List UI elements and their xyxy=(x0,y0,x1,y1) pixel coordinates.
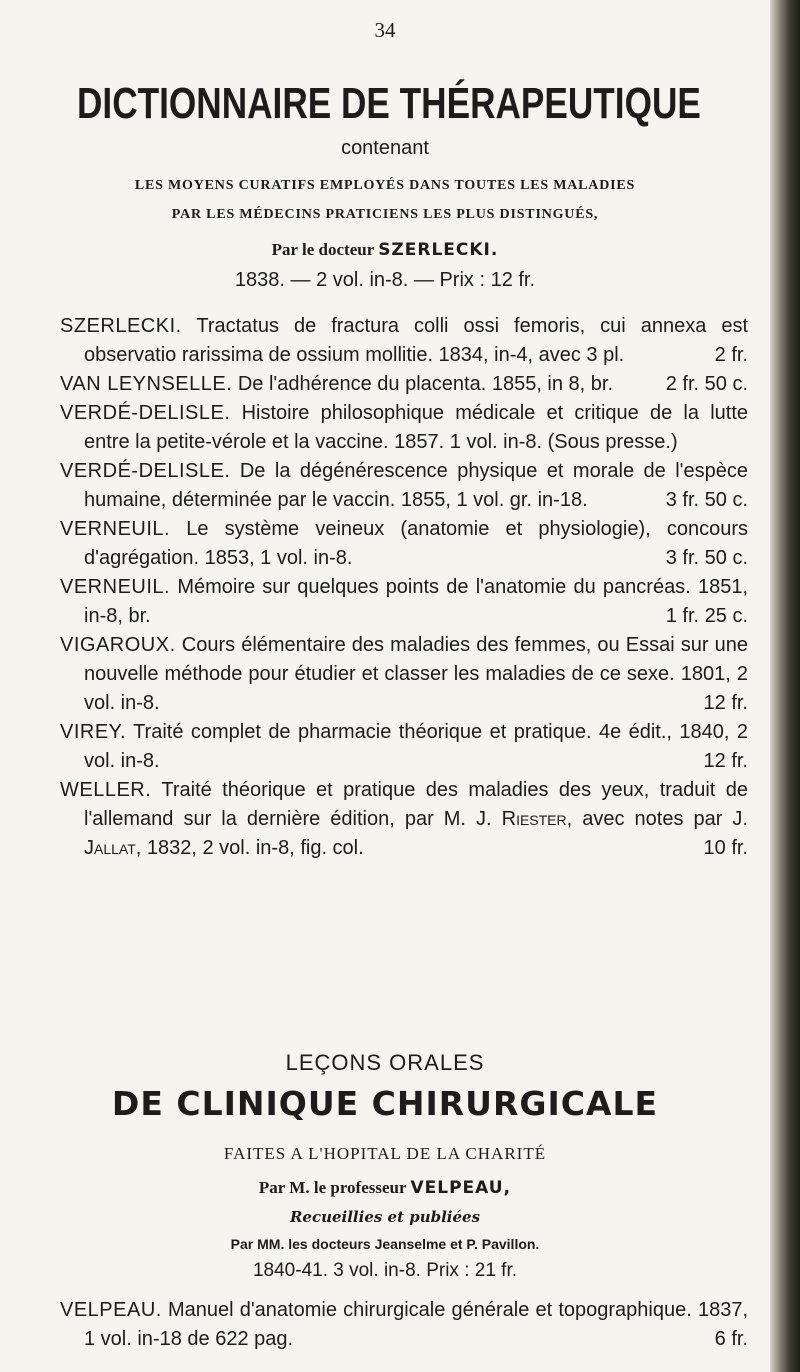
entry-price: 6 fr. xyxy=(714,1328,748,1350)
entry-author: WELLER. xyxy=(60,779,152,801)
entry-author: VIREY. xyxy=(60,721,126,743)
entry-author: VAN LEYNSELLE. xyxy=(60,373,233,395)
entry-text: Manuel d'anatomie chirurgicale générale et topographique. 1837, 1 vol. in-18 de 622 pag. xyxy=(84,1299,748,1350)
final-entries xyxy=(60,1296,748,1354)
entry-author: VIGAROUX. xyxy=(60,634,176,656)
catalogue-entries xyxy=(60,312,748,863)
entry-price: 12 fr. xyxy=(703,750,748,772)
catalogue-entry xyxy=(60,573,748,631)
subtitle: contenant xyxy=(341,137,429,159)
entry-text: Traité théorique et pratique des maladies des yeux, traduit de l'allemand sur la dernière édition, par M. J. xyxy=(84,779,748,830)
entry-text: Le système veineux (anatomie et physiologie), concours d'agrégation. 1853, 1 vol. in-8. xyxy=(84,518,748,569)
entry-text: avec notes par J. xyxy=(582,808,748,830)
catalogue-entry xyxy=(60,718,748,776)
entry-price: 3 fr. 50 c. xyxy=(665,489,748,511)
catalogue-entry xyxy=(60,370,748,399)
entry-price: 12 fr. xyxy=(703,692,748,714)
catalogue-entry xyxy=(60,631,748,718)
entry-text: Traité complet de pharmacie théorique et pratique. 4e édit., 1840, 2 vol. in-8. xyxy=(84,721,748,772)
lecons-publication: 1840-41. 3 vol. in-8. Prix : 21 fr. xyxy=(252,1260,518,1281)
entry-price: 2 fr. xyxy=(714,344,748,366)
entry-price: 3 fr. 50 c. xyxy=(665,547,748,569)
page-number: 34 xyxy=(374,18,396,42)
lecons-collected: Recueillies et publiées xyxy=(289,1208,481,1226)
lecons-heading: DE CLINIQUE CHIRURGICALE xyxy=(111,1084,659,1123)
entry-price: 2 fr. 50 c. xyxy=(665,373,748,395)
catalogue-entry xyxy=(60,399,748,457)
entry-annotator: Jallat, xyxy=(84,837,142,859)
entry-author: VERDÉ-DELISLE. xyxy=(60,460,231,482)
author-prefix: Par le docteur xyxy=(271,240,374,259)
lecons-title: LEÇONS ORALES xyxy=(285,1050,485,1075)
lecons-author-name: VELPEAU, xyxy=(410,1178,512,1198)
entry-text: Cours élémentaire des maladies des femmes, ou Essai sur une nouvelle méthode pour étudier et classer les maladies de ce sexe. 1801, 2 vol. in-8. xyxy=(84,634,748,714)
entry-author: VERNEUIL. xyxy=(60,576,171,598)
page-edge-shadow xyxy=(770,0,800,1372)
description-line-1: LES MOYENS CURATIFS EMPLOYÉS DANS TOUTES LES MALADIES xyxy=(134,178,636,193)
entry-author: VERNEUIL. xyxy=(60,518,171,540)
entry-author: VELPEAU. xyxy=(60,1299,162,1321)
entry-text: 1832, 2 vol. in-8, fig. col. xyxy=(146,837,364,859)
publication-info: 1838. — 2 vol. in-8. — Prix : 12 fr. xyxy=(234,269,536,291)
entry-author: VERDÉ-DELISLE. xyxy=(60,402,231,424)
entry-text: Mémoire sur quelques points de l'anatomie du pancréas. 1851, in-8, br. xyxy=(84,576,748,627)
catalogue-entry xyxy=(60,457,748,515)
catalogue-entry xyxy=(60,312,748,370)
entry-text: Tractatus de fractura colli ossi femoris, cui annexa est observatio rarissima de ossium mollitie. 1834, in-4, avec 3 pl. xyxy=(84,315,748,366)
catalogue-entry xyxy=(60,1296,748,1354)
dictionary-title: DICTIONNAIRE DE THÉRAPEUTIQUE xyxy=(77,79,701,128)
lecons-editors: Par MM. les docteurs Jeanselme et P. Pavillon. xyxy=(230,1236,540,1252)
author-name: SZERLECKI. xyxy=(378,240,499,260)
description-line-2: PAR LES MÉDECINS PRATICIENS LES PLUS DISTINGUÉS, xyxy=(171,207,599,222)
entry-author: SZERLECKI. xyxy=(60,315,182,337)
author-line xyxy=(0,240,770,260)
catalogue-entry xyxy=(60,776,748,863)
entry-text: De l'adhérence du placenta. 1855, in 8, br. xyxy=(237,373,614,395)
lecons-location: FAITES A L'HOPITAL DE LA CHARITÉ xyxy=(223,1144,547,1163)
entry-price: 1 fr. 25 c. xyxy=(665,605,748,627)
lecons-author-prefix: Par M. le professeur xyxy=(258,1178,407,1197)
entry-translator: Riester, xyxy=(501,808,573,830)
entry-text: De la dégénérescence physique et morale de l'espèce humaine, déterminée par le vaccin. 1855, 1 vol. gr. in-18. xyxy=(84,460,748,511)
lecons-author-line xyxy=(0,1178,770,1198)
entry-price: 10 fr. xyxy=(703,837,748,859)
catalogue-entry xyxy=(60,515,748,573)
entry-text: Histoire philosophique médicale et critique de la lutte entre la petite-vérole et la vaccine. 1857. 1 vol. in-8. (Sous presse.) xyxy=(84,402,748,453)
